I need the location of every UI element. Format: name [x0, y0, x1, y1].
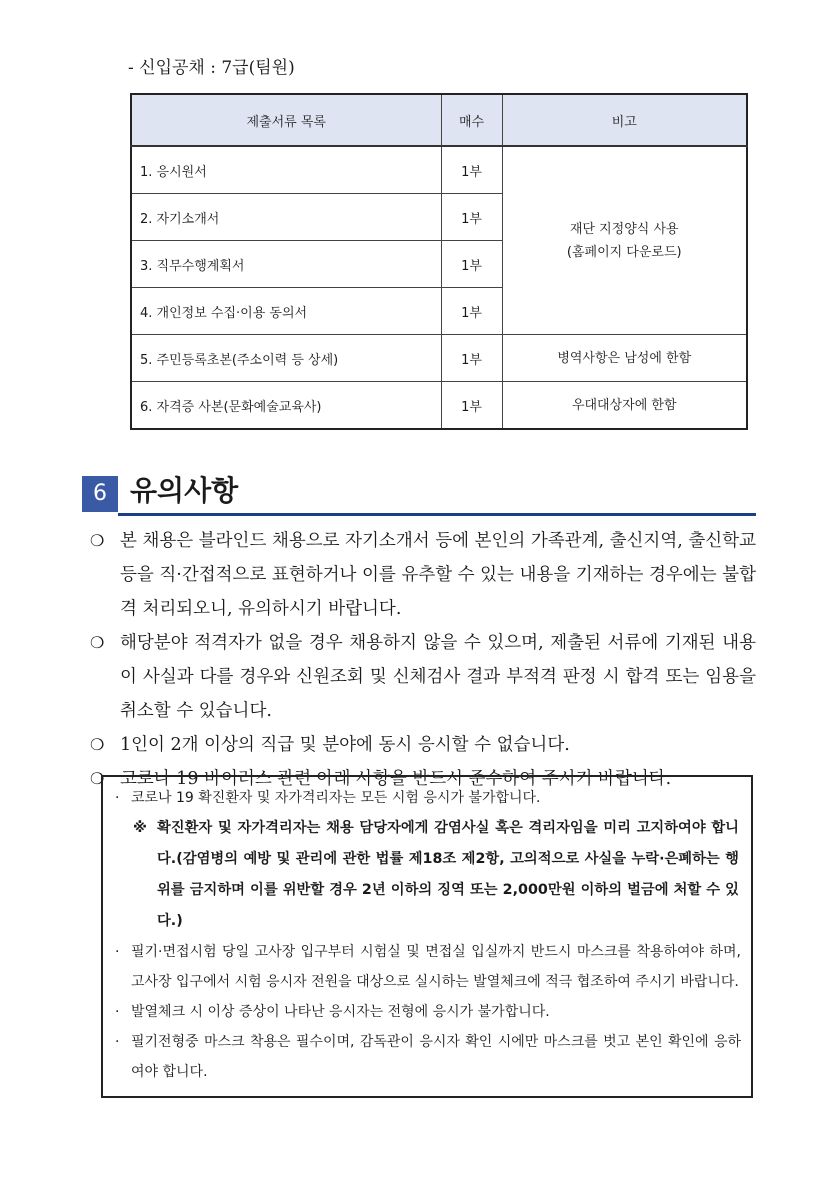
- section-heading: [82, 470, 756, 516]
- document-name: 3. 직무수행계획서: [131, 241, 441, 288]
- document-name: 2. 자기소개서: [131, 194, 441, 241]
- list-item: [86, 626, 756, 728]
- recruit-subtitle: - 신입공채 : 7급(팀원): [128, 58, 295, 78]
- circle-bullet-icon: ❍: [90, 735, 105, 754]
- merged-note-line1: 재단 지정양식 사용: [569, 221, 679, 237]
- table-row: [131, 146, 747, 194]
- legal-note-text: 확진환자 및 자가격리자는 채용 담당자에게 감염사실 혹은 격리자임을 미리 고지하여야 합니다.(감염병의 예방 및 관리에 관한 법률 제18조 제2항, 고의적으로 사실을 누락·은폐하는 행위를 금지하며 이를 위반할 경우 2년 이하의 징역 또는 2,000만원 이하의 벌금에 처할 수 있다.): [157, 820, 739, 929]
- section-number: 6: [82, 476, 118, 512]
- notice-text: 1인이 2개 이상의 직급 및 분야에 동시 응시할 수 없습니다.: [120, 735, 570, 755]
- reference-mark-icon: ※: [133, 820, 147, 836]
- document-note: 병역사항은 남성에 한함: [502, 335, 747, 382]
- table-row: [131, 335, 747, 382]
- merged-note: [502, 146, 747, 335]
- dot-bullet-icon: ·: [115, 1004, 120, 1020]
- list-item: [86, 728, 756, 762]
- header-note: 비고: [502, 94, 747, 146]
- document-count: 1부: [441, 288, 502, 335]
- section-title: 유의사항: [130, 474, 239, 507]
- covid-notice-box: [101, 775, 753, 1098]
- document-count: 1부: [441, 382, 502, 430]
- document-name: 5. 주민등록초본(주소이력 등 상세): [131, 335, 441, 382]
- dot-bullet-icon: ·: [115, 790, 120, 806]
- box-item-text: 필기전형중 마스크 착용은 필수이며, 감독관이 응시자 확인 시에만 마스크를 벗고 본인 확인에 응하여야 합니다.: [131, 1034, 741, 1080]
- documents-table: [130, 93, 748, 430]
- notice-text: 본 채용은 블라인드 채용으로 자기소개서 등에 본인의 가족관계, 출신지역, 출신학교 등을 직·간접적으로 표현하거나 이를 유추할 수 있는 내용을 기재하는 경우에는 불합격 처리되오니, 유의하시기 바랍니다.: [120, 531, 756, 619]
- document-count: 1부: [441, 146, 502, 194]
- document-count: 1부: [441, 241, 502, 288]
- circle-bullet-icon: ❍: [90, 531, 105, 550]
- list-item: [113, 937, 741, 997]
- document-count: 1부: [441, 194, 502, 241]
- dot-bullet-icon: ·: [115, 944, 120, 960]
- header-documents: 제출서류 목록: [131, 94, 441, 146]
- notice-text: 해당분야 적격자가 없을 경우 채용하지 않을 수 있으며, 제출된 서류에 기재된 내용이 사실과 다를 경우와 신원조회 및 신체검사 결과 부적격 판정 시 합격 또는 임용을 취소할 수 있습니다.: [120, 633, 756, 721]
- box-item-text: 발열체크 시 이상 증상이 나타난 응시자는 전형에 응시가 불가합니다.: [131, 1004, 550, 1020]
- circle-bullet-icon: ❍: [90, 769, 105, 788]
- list-item: [113, 1027, 741, 1087]
- section-underline: [118, 513, 756, 516]
- notice-list: [86, 524, 756, 796]
- notice-text: 코로나 19 바이러스 관련 아래 사항을 반드시 준수하여 주시기 바랍니다.: [120, 769, 672, 789]
- header-count: 매수: [441, 94, 502, 146]
- document-note: 우대대상자에 한함: [502, 382, 747, 430]
- document-name: 1. 응시원서: [131, 146, 441, 194]
- box-item-text: 필기·면접시험 당일 고사장 입구부터 시험실 및 면접실 입실까지 반드시 마스크를 착용하여야 하며, 고사장 입구에서 시험 응시자 전원을 대상으로 실시하는 발열체크에 적극 협조하여 주시기 바랍니다.: [131, 944, 741, 990]
- table-row: [131, 382, 747, 430]
- legal-note: [113, 813, 741, 937]
- merged-note-line2: (홈페이지 다운로드): [566, 244, 682, 260]
- document-count: 1부: [441, 335, 502, 382]
- list-item: [113, 783, 741, 813]
- dot-bullet-icon: ·: [115, 1034, 120, 1050]
- box-item-text: 코로나 19 확진환자 및 자가격리자는 모든 시험 응시가 불가합니다.: [131, 790, 541, 806]
- document-name: 6. 자격증 사본(문화예술교육사): [131, 382, 441, 430]
- circle-bullet-icon: ❍: [90, 633, 105, 652]
- document-name: 4. 개인정보 수집·이용 동의서: [131, 288, 441, 335]
- table-header-row: [131, 94, 747, 146]
- list-item: [113, 997, 741, 1027]
- list-item: [86, 524, 756, 626]
